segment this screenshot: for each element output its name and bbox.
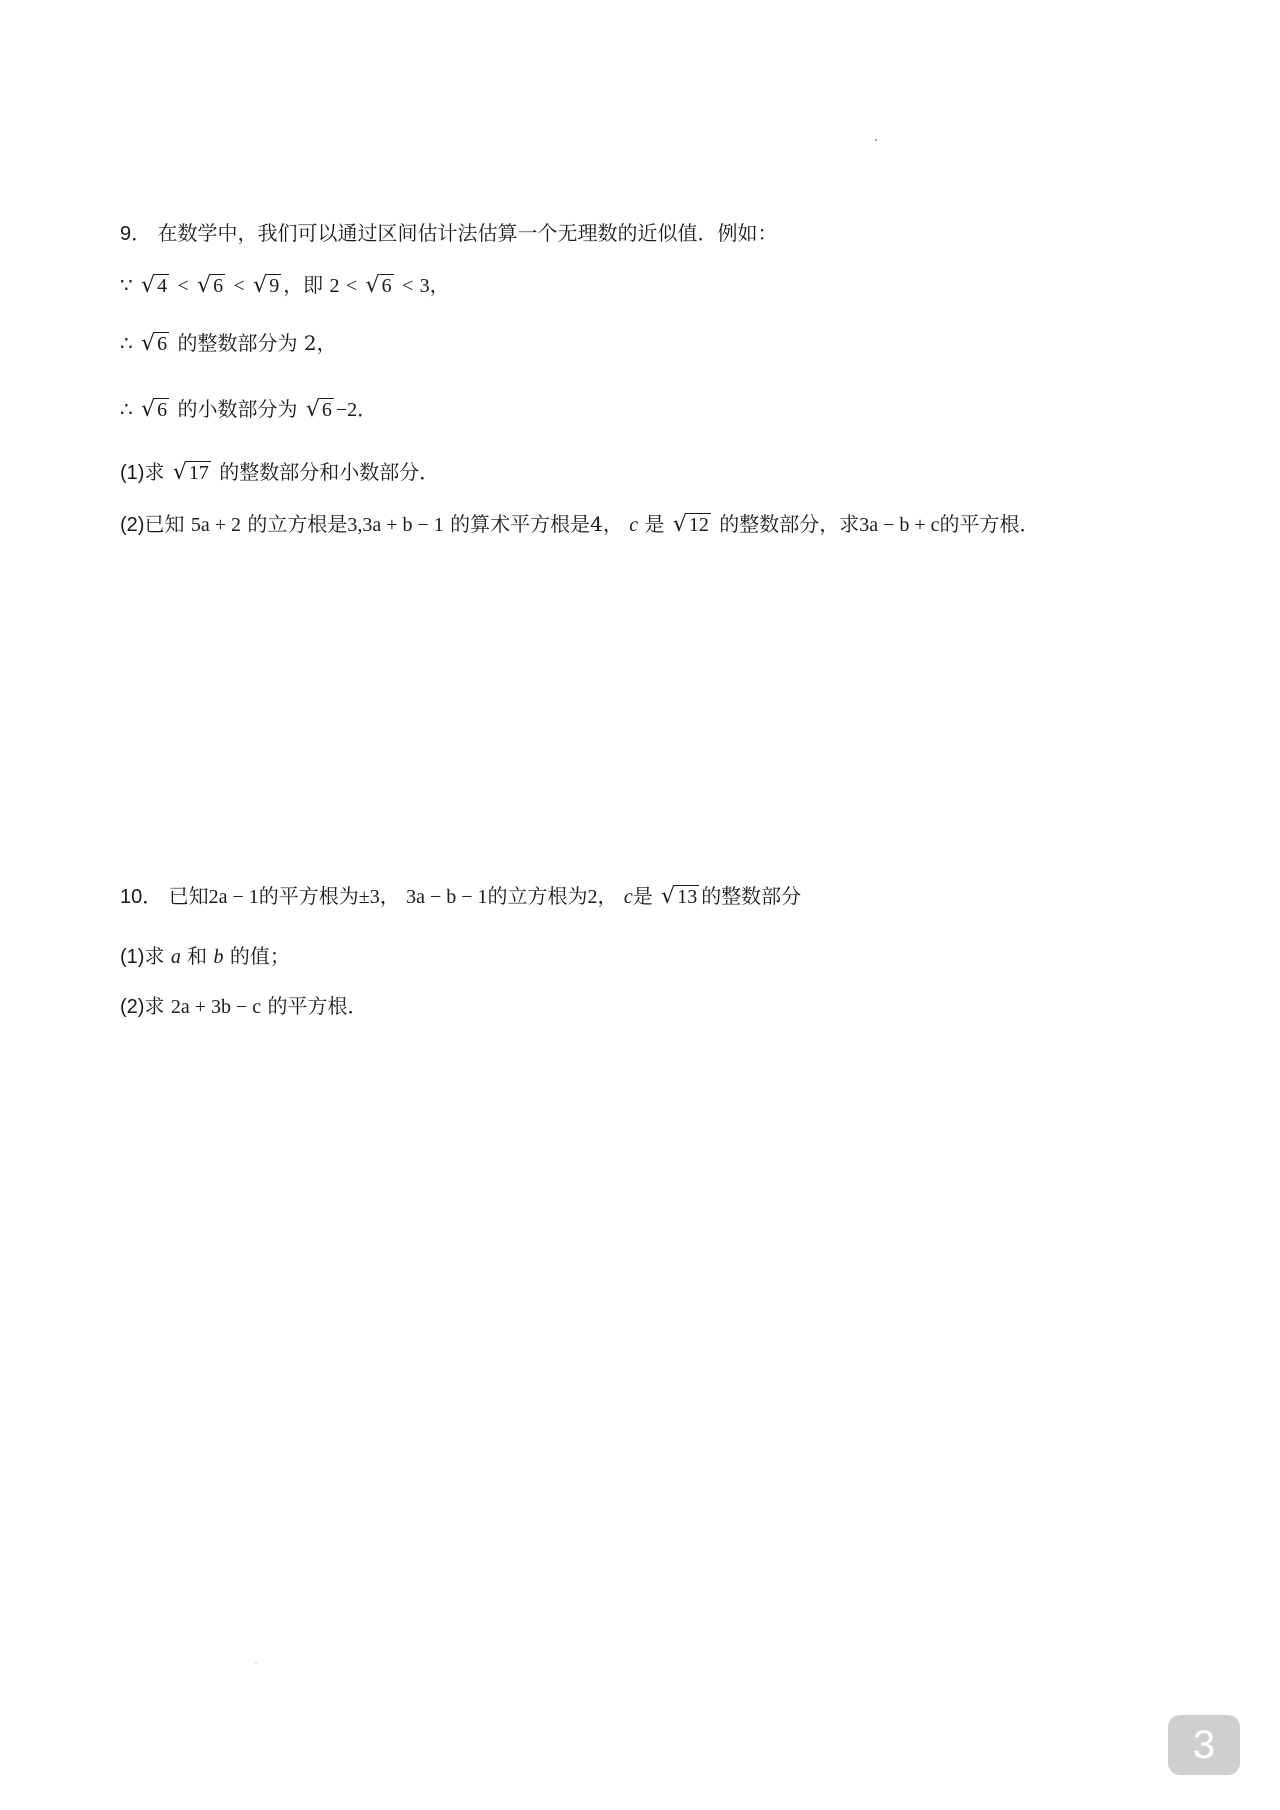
comma: ， (379, 884, 400, 908)
q9-number: 9． (120, 223, 152, 245)
sqrt-6: √ 6 (305, 397, 332, 422)
variable-c: c (623, 886, 633, 908)
q10-number: 10． (120, 886, 163, 908)
because-symbol: ∵ (120, 273, 133, 297)
variable-b: b (213, 946, 224, 968)
part-label: (2) (120, 514, 145, 536)
plus-minus-three: ±3 (358, 886, 380, 908)
math-expression: 3a − b − 1 (406, 886, 488, 908)
sqrt-17: √ 17 (172, 460, 209, 485)
sqrt-6: √ 6 (365, 273, 392, 298)
comma: ， (429, 273, 450, 297)
comma: ， (597, 884, 618, 908)
question-text: 已知 (168, 884, 209, 908)
q9-part1 (120, 455, 439, 490)
lt-symbol: < (345, 275, 358, 297)
part-text: 和 (187, 944, 208, 968)
q10-part2 (120, 989, 367, 1024)
q9-intro-line (120, 216, 777, 251)
math-expression: 2a + 3b − c (170, 996, 262, 1018)
q10-part1 (120, 939, 290, 974)
therefore-symbol: ∴ (120, 331, 133, 355)
part-text: 的整数部分和小数部分． (219, 460, 440, 484)
part-text: 是 (644, 512, 665, 536)
part-text: 的算术平方根是4， (450, 512, 623, 536)
variable-c: c (629, 514, 639, 536)
part-text: 已知 (144, 512, 185, 536)
q9-integer-part-line (120, 326, 337, 361)
question-text: 的整数部分 (701, 884, 802, 908)
therefore-symbol: ∴ (120, 397, 133, 421)
sqrt-6: √ 6 (141, 331, 168, 356)
q10-intro-line (120, 879, 801, 914)
part-text: 的立方根是 (247, 512, 348, 536)
page-number-badge: 3 (1168, 1715, 1240, 1775)
part-text: 求 (144, 944, 165, 968)
comma-ji: ，即 (283, 273, 324, 297)
lt-symbol: < (233, 275, 245, 297)
part-text: 的平方根． (267, 994, 368, 1018)
sqrt-6: √ 6 (141, 397, 168, 422)
question-text: 的平方根为 (258, 884, 359, 908)
math-expression: 3,3a + b − 1 (347, 514, 444, 536)
math-expression: 3a − b + c (859, 514, 940, 536)
number-two: 2 (329, 275, 340, 297)
integer-part-text: 的整数部分为 2， (177, 331, 337, 355)
sqrt-4: √ 4 (141, 273, 168, 298)
lt-symbol: < (177, 275, 189, 297)
q9-part2 (120, 507, 1040, 542)
q9-example-line (120, 268, 450, 303)
q9-fraction-part-line (120, 392, 377, 427)
math-expression: 2a − 1 (208, 886, 259, 908)
part-text: 的整数部分，求 (719, 512, 860, 536)
part-text: 求 (144, 994, 165, 1018)
question-text: 的立方根为 (487, 884, 588, 908)
variable-a: a (170, 946, 181, 968)
lt-symbol: < (401, 275, 414, 297)
scan-speck (255, 1662, 257, 1664)
number-three: 3 (419, 275, 430, 297)
question-text: 是 (632, 884, 653, 908)
number-two: 2 (587, 886, 598, 908)
scan-speck (875, 139, 877, 141)
part-label: (1) (120, 946, 145, 968)
part-text: 求 (144, 460, 165, 484)
sqrt-9: √ 9 (253, 273, 280, 298)
q9-intro: 在数学中，我们可以通过区间估计法估算一个无理数的近似值．例如： (157, 221, 778, 245)
sqrt-12: √ 12 (672, 512, 709, 537)
part-text: 的平方根． (939, 512, 1040, 536)
math-expression: 5a + 2 (190, 514, 241, 536)
sqrt-6: √ 6 (197, 273, 224, 298)
part-text: 的值； (229, 944, 290, 968)
sqrt-13: √ 13 (661, 884, 698, 909)
minus-two: −2． (335, 399, 378, 421)
fraction-part-text: 的小数部分为 (177, 397, 298, 421)
part-label: (2) (120, 996, 145, 1018)
part-label: (1) (120, 462, 145, 484)
